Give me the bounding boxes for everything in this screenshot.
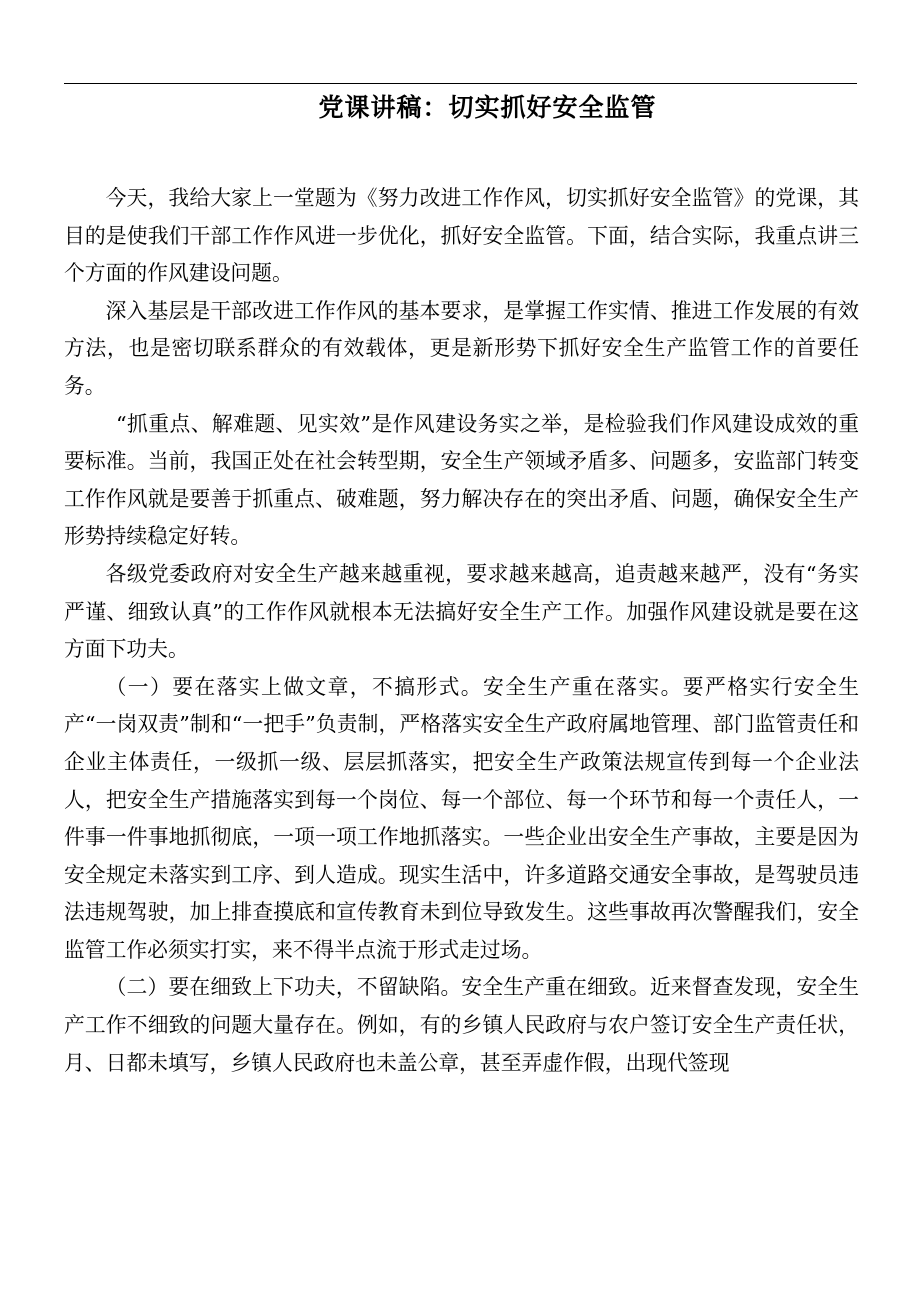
- document-title: 党课讲稿：切实抓好安全监管: [318, 93, 657, 122]
- paragraph-intro: 今天，我给大家上一堂题为《努力改进工作作风，切实抓好安全监管》的党课，其目的是使我们干部工作作风进一步优化，抓好安全监管。下面，结合实际，我重点讲三个方面的作风建设问题。: [64, 186, 859, 286]
- paragraph-section-one: （一）要在落实上做文章，不搞形式。安全生产重在落实。要严格实行安全生产“一岗双责”制和“一把手”负责制，严格落实安全生产政府属地管理、部门监管责任和企业主体责任，一级抓一级、层层抓落实，把安全生产政策法规宣传到每一个企业法人，把安全生产措施落实到每一个岗位、每一个部位、每一个环节和每一个责任人，一件事一件事地抓彻底，一项一项工作地抓落实。一些企业出安全生产事故，主要是因为安全规定未落实到工序、到人造成。现实生活中，许多道路交通安全事故，是驾驶员违法违规驾驶，加上排查摸底和宣传教育未到位导致发生。这些事故再次警醒我们，安全监管工作必须实打实，来不得半点流于形式走过场。: [64, 674, 859, 962]
- paragraph-party-committees: 各级党委政府对安全生产越来越重视，要求越来越高，追责越来越严，没有“务实严谨、细致认真”的工作作风就根本无法搞好安全生产工作。加强作风建设就是要在这方面下功夫。: [64, 561, 859, 662]
- paragraph-key-points: “抓重点、解难题、见实效”是作风建设务实之举，是检验我们作风建设成效的重要标准。当前，我国正处在社会转型期，安全生产领域矛盾多、问题多，安监部门转变工作作风就是要善于抓重点、破难题，努力解决存在的突出矛盾、问题，确保安全生产形势持续稳定好转。: [64, 411, 859, 549]
- header-rule: [64, 83, 857, 84]
- paragraph-grassroots: 深入基层是干部改进工作作风的基本要求，是掌握工作实情、推进工作发展的有效方法，也是密切联系群众的有效载体，更是新形势下抓好安全生产监管工作的首要任务。: [64, 298, 859, 398]
- paragraph-section-two: （二）要在细致上下功夫，不留缺陷。安全生产重在细致。近来督查发现，安全生产工作不细致的问题大量存在。例如，有的乡镇人民政府与农户签订安全生产责任状，月、日都未填写，乡镇人民政府也未盖公章，甚至弄虚作假，出现代签现: [64, 975, 859, 1075]
- document-body: [64, 180, 859, 1082]
